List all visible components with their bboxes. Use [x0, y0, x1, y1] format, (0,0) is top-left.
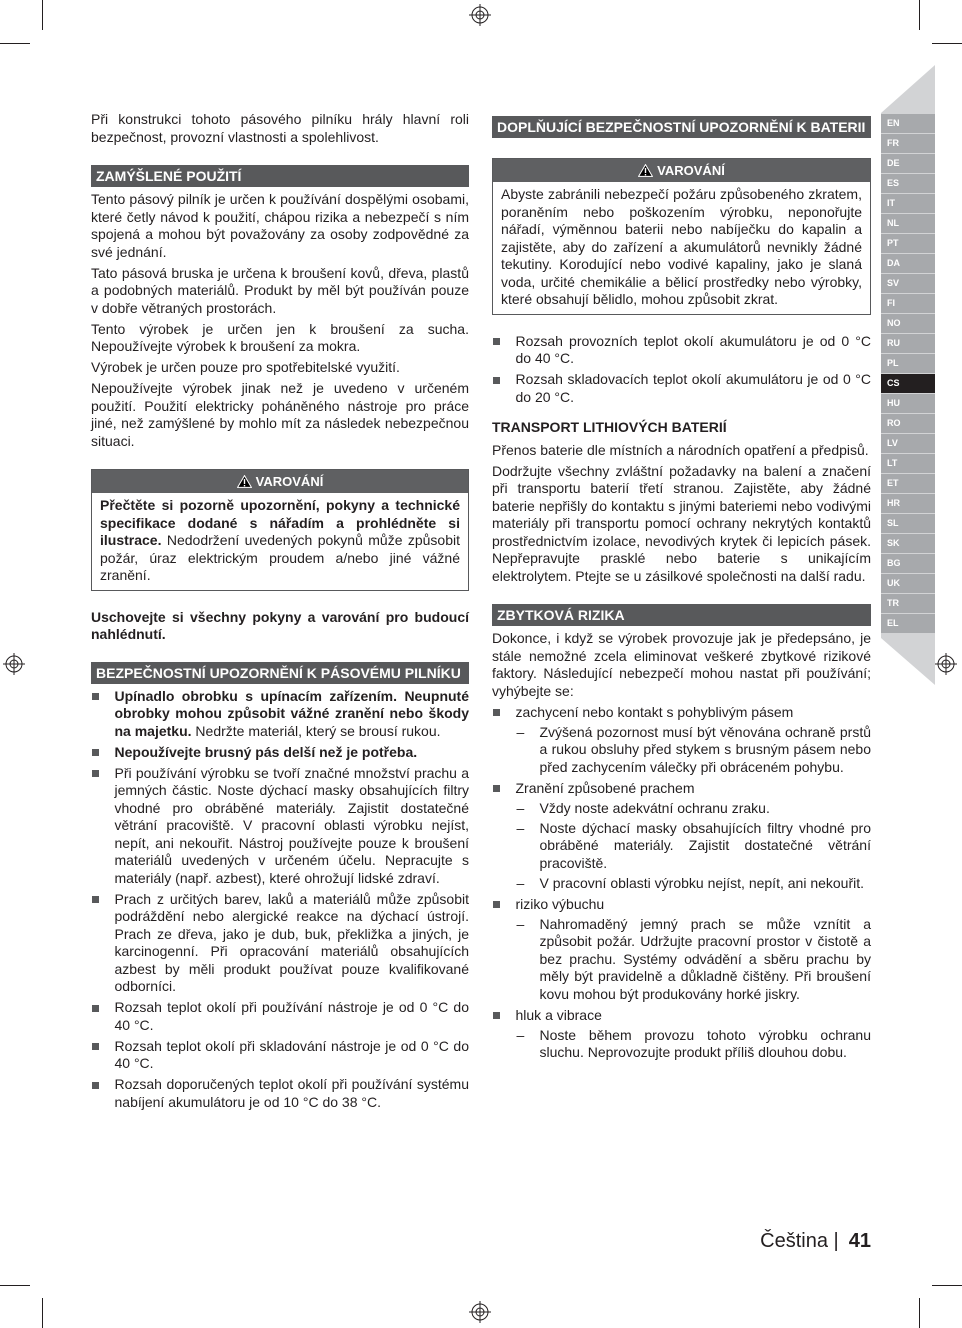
warning-regular-text: Nedodržení uvedených pokynů může způsobit požár, úraz elektrickým proudem a/nebo jiné vážné zranění.: [100, 532, 461, 583]
lang-tab-es: ES: [881, 174, 935, 193]
lang-tab-uk: UK: [881, 574, 935, 593]
risk-detail: – Noste během provozu tohoto výrobku ochranu sluchu. Neprovozujte produkt příliš dlouhou dobu.: [516, 1027, 872, 1062]
list-item: [492, 704, 871, 777]
crop-mark-top-left-v: [42, 0, 43, 30]
intended-use-paragraph: Výrobek je určen pouze pro spotřebitelské využití.: [91, 359, 400, 375]
intended-use-paragraph: Tento pásový pilník je určen k používání dospělými osobami, které četly návod k použití, chápou rizika a nebezpečí s ním spojená a mohou být považovány za osoby zodpovědné za své jednání.: [91, 191, 469, 260]
warning-text: [100, 497, 460, 585]
page-number: 41: [848, 1230, 871, 1252]
transport-heading: TRANSPORT LITHIOVÝCH BATERIÍ: [492, 419, 727, 435]
lang-tab-hu: HU: [881, 394, 935, 413]
crop-mark-top-right-v: [919, 0, 920, 30]
risk-details: [516, 724, 872, 777]
section-heading-residual-risks: ZBYTKOVÁ RIZIKA: [492, 604, 871, 626]
section-heading-belt-file-safety: BEZPEČNOSTNÍ UPOZORNĚNÍ K PÁSOVÉMU PILNÍKU: [91, 662, 469, 684]
list-item: [492, 1007, 871, 1062]
risk-details: [516, 916, 872, 1004]
intended-use-paragraph: Tento výrobek je určen jen k broušení za sucha. Nepoužívejte výrobek k broušení za mokra.: [91, 320, 469, 354]
lang-tab-cs-active: CS: [881, 374, 935, 393]
risk-details: [516, 800, 872, 893]
warning-body: [92, 493, 468, 590]
risk-detail: – Zvýšená pozornost musí být věnována ochraně prstů a rukou obsluhy před stykem s brusným pásem nebo před zachycením válečky při obráceném pohybu.: [516, 724, 872, 777]
list-item: Rozsah doporučených teplot okolí při používání systému nabíjení akumulátoru je od 10 °C do 38 °C.: [91, 1076, 469, 1111]
list-item: [91, 688, 469, 741]
lang-tab-da: DA: [881, 254, 935, 273]
lang-tab-ro: RO: [881, 414, 935, 433]
warning-box-battery: [492, 158, 871, 315]
warning-header: [493, 159, 870, 182]
lang-tab-no: NO: [881, 314, 935, 333]
lang-tab-sk: SK: [881, 534, 935, 553]
list-item-bold: Upínadlo obrobku s upínacím zařízením. Neupnuté obrobky mohou způsobit vážné zranění nebo škody na majetku.: [114, 687, 469, 739]
warning-box-general: [91, 469, 469, 591]
page-footer: [760, 1228, 871, 1254]
lang-tab-ru: RU: [881, 334, 935, 353]
registration-mark-left-icon: [2, 652, 26, 676]
lang-tab-pt: PT: [881, 234, 935, 253]
list-item: [91, 744, 469, 762]
list-item: [492, 780, 871, 893]
warning-title: VAROVÁNÍ: [255, 474, 324, 489]
list-item-bold: Nepoužívejte brusný pás delší než je potřeba.: [114, 743, 418, 760]
intended-use-paragraph: Nepoužívejte výrobek jinak než je uvedeno v určeném použití. Použití elektricky poháněného nástroje pro práce jiné, než zamýšlené by mohlo mít za následek nebezpečnou situaci.: [91, 380, 469, 449]
left-column: [91, 111, 469, 1115]
intended-use-paragraph: Tato pásová bruska je určena k broušení kovů, dřeva, plastů a podobných materiálů. Produkt by měl být používán pouze v dobře větraných prostorách.: [91, 264, 469, 316]
warning-bold-text: Přečtěte si pozorně upozornění, pokyny a technické specifikace dodané s nářadím a prohlédněte si ilustrace.: [100, 497, 460, 548]
lang-tab-en: EN: [881, 114, 935, 133]
intro-paragraph: Při konstrukci tohoto pásového pilníku hrály hlavní roli bezpečnost, provozní vlastnosti a spolehlivost.: [91, 111, 469, 145]
residual-risks-intro: Dokonce, i když se výrobek provozuje jak je předepsáno, je stále nemožné zcela eliminovat veškeré zbytkové rizikové faktory. Následující nebezpečí mohou nastat při používání; vyhýbejte se:: [492, 630, 871, 699]
warning-triangle-icon: [638, 164, 653, 177]
lang-tab-de: DE: [881, 154, 935, 173]
list-item: Rozsah teplot okolí při skladování nástroje je od 0 °C do 40 °C.: [91, 1038, 469, 1073]
lang-tab-el: EL: [881, 614, 935, 633]
lang-tab-bg: BG: [881, 554, 935, 573]
crop-mark-bottom-right-v: [919, 1298, 920, 1328]
registration-mark-bottom-icon: [468, 1300, 492, 1324]
risk-detail: – Nahromaděný jemný prach se může vznítit a způsobit požár. Udržujte pracovní prostor v čistotě a bez prachu. Systémy odvádění a sběru prachu by měly být pravidelně a důkladně čištěny. Při broušení kovu mohou být produkovány horké jiskry.: [516, 916, 872, 1004]
risk-detail: – Noste dýchací masky obsahujících filtry vhodné pro obráběné materiály. Zajistit dostatečné větrání pracoviště.: [516, 820, 872, 873]
transport-paragraph: Přenos baterie dle místních a národních opatření a předpisů.: [492, 441, 869, 458]
list-item: Rozsah teplot okolí při používání nástroje je od 0 °C do 40 °C.: [91, 999, 469, 1034]
belt-file-safety-list: [91, 688, 469, 1112]
lang-tab-lt: LT: [881, 454, 935, 473]
risk-label: riziko výbuchu: [515, 895, 605, 912]
risk-label: zachycení nebo kontakt s pohyblivým pásem: [515, 703, 794, 720]
crop-mark-top-left-h: [0, 43, 30, 44]
footer-language: Čeština |: [760, 1230, 839, 1252]
battery-temperature-list: [492, 333, 871, 407]
list-item: Rozsah provozních teplot okolí akumulátoru je od 0 °C do 40 °C.: [492, 333, 871, 368]
lang-tab-tr: TR: [881, 594, 935, 613]
risk-detail: – V pracovní oblasti výrobku nejíst, nepít, ani nekouřit.: [516, 875, 872, 893]
lang-tab-hr: HR: [881, 494, 935, 513]
warning-triangle-icon: [237, 475, 252, 488]
residual-risks-list: [492, 704, 871, 1062]
risk-label: Zranění způsobené prachem: [515, 779, 695, 796]
lang-tab-nl: NL: [881, 214, 935, 233]
crop-mark-bottom-right-h: [932, 1285, 962, 1286]
list-item: [492, 896, 871, 1004]
list-item: Rozsah skladovacích teplot okolí akumulátoru je od 0 °C do 20 °C.: [492, 371, 871, 406]
right-column: [492, 116, 871, 1065]
lang-tab-pl: PL: [881, 354, 935, 373]
warning-text: Abyste zabránili nebezpečí požáru způsobeného zkratem, poraněním nebo poškozením výrobku, neponořujte nářadí, výměnnou baterii nebo nabíječku do kapalin a zajistěte, aby do zařízení a akumulátorů nevnikly žádné tekutiny. Korodující nebo vodivé kapaliny, jako je slaná voda, určité chemikálie a bělicí prostředky nebo výrobky, které obsahují bělidlo, mohou způsobit zkrat.: [501, 186, 862, 307]
risk-detail: – Vždy noste adekvátní ochranu zraku.: [516, 800, 872, 818]
section-heading-intended-use: ZAMÝŠLENÉ POUŽITÍ: [91, 165, 469, 187]
crop-mark-top-right-h: [932, 43, 962, 44]
warning-title: VAROVÁNÍ: [657, 163, 725, 178]
list-item: Prach z určitých barev, laků a materiálů může způsobit podráždění nebo alergické reakce na dýchací ústrojí. Prach ze dřeva, jako je dub, buk, překližka a jiných, je karcinogenní. Při opracování materiálů obsahujících azbest by měli produkt používat pouze kvalifikované odborníci.: [91, 891, 469, 996]
warning-header: [92, 470, 468, 493]
crop-mark-bottom-left-h: [0, 1285, 30, 1286]
lang-tab-lv: LV: [881, 434, 935, 453]
lang-tab-sv: SV: [881, 274, 935, 293]
lang-tab-sl: SL: [881, 514, 935, 533]
list-item: Při používání výrobku se tvoří značné množství prachu a jemných částic. Noste dýchací masky obsahujících filtry vhodné pro obráběné materiály. Zajistit dostatečné větrání pracoviště. V pracovní oblasti výrobku nejíst, nepít, ani nekouřit. Nástroj používejte pouze k broušení materiálů uvedených v určeném účelu. Nepracujte s materiály (např. azbest), které ohrožují lidské zdraví.: [91, 765, 469, 888]
crop-mark-bottom-left-v: [42, 1298, 43, 1328]
list-item-text: Nedržte materiál, který se brousí rukou.: [195, 722, 441, 739]
risk-label: hluk a vibrace: [515, 1006, 602, 1023]
lang-tab-it: IT: [881, 194, 935, 213]
warning-body: [493, 182, 870, 314]
keep-instructions-note: Uschovejte si všechny pokyny a varování pro budoucí nahlédnutí.: [91, 608, 469, 642]
lang-tab-fi: FI: [881, 294, 935, 313]
transport-paragraph: Dodržujte všechny zvláštní požadavky na balení a značení při transportu baterií třetí stranou. Zajistěte, aby žádné baterie nepřišly do kontaktu s jinými bateriemi nebo vodivými materiály při transportu pomocí ochrany nekrytých kontaktů prostřednictvím izolace, nevodivých krytek či lepicích pásek. Nepřepravujte prasklé nebo baterie s unikajícím elektrolytem. Ptejte se u zásilkové společnosti na další radu.: [492, 462, 871, 584]
lang-tab-fr: FR: [881, 134, 935, 153]
section-heading-battery-safety: DOPLŇUJÍCÍ BEZPEČNOSTNÍ UPOZORNĚNÍ K BATERII: [492, 116, 871, 138]
registration-mark-top-icon: [468, 3, 492, 27]
lang-tab-et: ET: [881, 474, 935, 493]
risk-details: [516, 1027, 872, 1062]
